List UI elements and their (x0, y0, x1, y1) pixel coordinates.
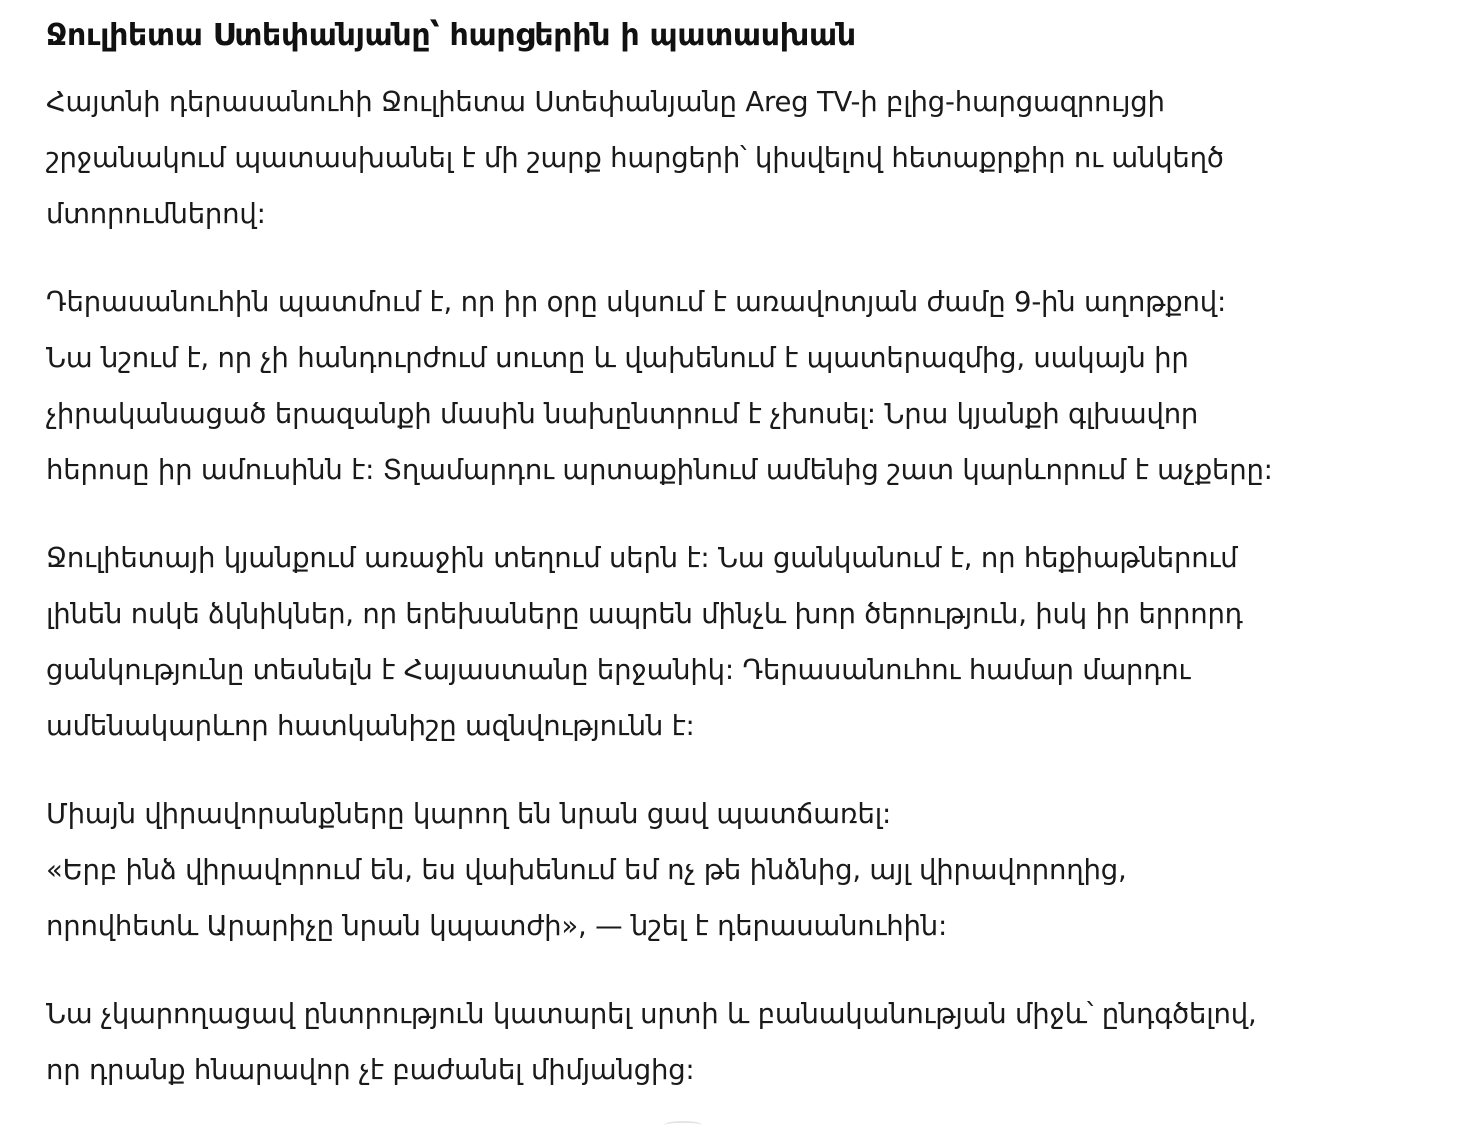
paragraph-daily-life (46, 274, 1376, 498)
paragraph-heart-mind (46, 986, 1376, 1098)
quote-line: որովհետև Արարիչը նրան կպատժի», — նշել է դերասանուհին: (46, 910, 948, 942)
quote-line: «Երբ ինձ վիրավորում են, ես վախենում եմ ոչ թե ինձնից, այլ վիրավորողից, (46, 854, 1127, 886)
paragraph-line: շրջանակում պատասխանել է մի շարք հարցերի՝ կիսվելով հետաքրքիր ու անկեղծ (46, 142, 1224, 174)
paragraph-line: ցանկությունը տեսնելն է Հայաստանը երջանիկ: Դերասանուհու համար մարդու (46, 654, 1191, 686)
paragraph-line: Նա չկարողացավ ընտրություն կատարել սրտի և բանականության միջև՝ ընդգծելով, (46, 998, 1257, 1030)
paragraph-line: լինեն ոսկե ձկնիկներ, որ երեխաները ապրեն մինչև խոր ծերություն, իսկ իր երրորդ (46, 598, 1243, 630)
paragraph-line: Հայտնի դերասանուհի Ջուլիետա Ստեփանյանը Areg TV-ի բլից-հարցազրույցի (46, 86, 1165, 118)
paragraph-line: հերոսը իր ամուսինն է: Տղամարդու արտաքինում ամենից շատ կարևորում է աչքերը: (46, 454, 1273, 486)
paragraph-line: Ջուլիետայի կյանքում առաջին տեղում սերն է: Նա ցանկանում է, որ հեքիաթներում (46, 542, 1238, 574)
paragraph-line: Դերասանուհին պատմում է, որ իր օրը սկսում է առավոտյան ժամը 9-ին աղոթքով: (46, 286, 1227, 318)
paragraph-line: մտորումներով: (46, 198, 266, 230)
paragraph-line: չիրականացած երազանքի մասին նախընտրում է չխոսել: Նրա կյանքի գլխավոր (46, 398, 1199, 430)
paragraph-intro (46, 74, 1376, 242)
paragraph-line: ամենակարևոր հատկանիշը ազնվությունն է: (46, 710, 695, 742)
article-title: Ջուլիետա Ստեփանյանը՝ հարցերին ի պատասխան (46, 18, 856, 53)
paragraph-line: Միայն վիրավորանքները կարող են նրան ցավ պատճառել: (46, 798, 892, 830)
paragraph-quote (46, 786, 1376, 954)
article (46, 14, 1376, 1130)
paragraph-line: որ դրանք հնարավոր չէ բաժանել միմյանցից: (46, 1054, 695, 1086)
scroll-edge-indicator (664, 1121, 702, 1129)
paragraph-line: Նա նշում է, որ չի հանդուրժում սուտը և վախենում է պատերազմից, սակայն իր (46, 342, 1189, 374)
paragraph-wishes (46, 530, 1376, 754)
